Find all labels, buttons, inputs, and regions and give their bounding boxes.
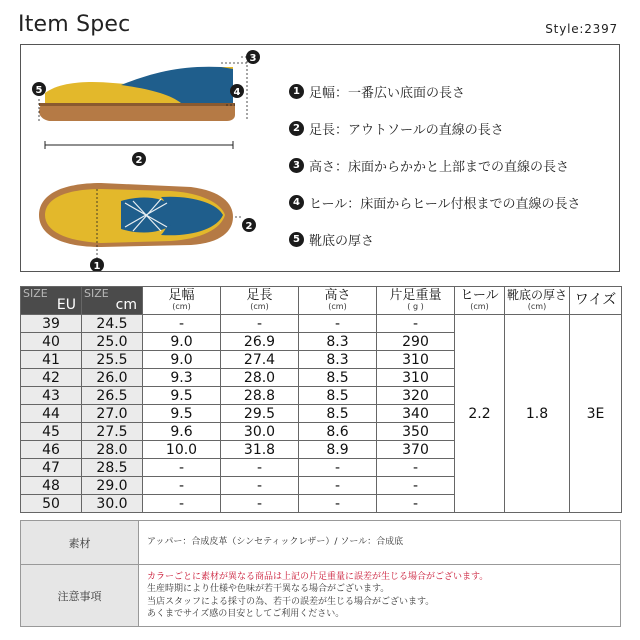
caution-line: 当店スタッフによる採寸の為、若干の誤差が生じる場合がございます。 [147,596,435,607]
cm-size-cell: 26.0 [82,369,143,387]
length-cell: - [221,495,299,513]
length-cell: 29.5 [221,405,299,423]
height-cell: 8.5 [299,387,377,405]
legend-item-height [289,147,619,184]
eu-size-cell: 50 [21,495,82,513]
measurement-diagram [20,44,620,272]
weight-cell: 310 [377,369,455,387]
eu-label: EU [56,297,76,313]
marker-4-label: 4 [233,87,241,98]
marker-4 [230,84,244,98]
length-cell: 27.4 [221,351,299,369]
marker-2-top [242,218,256,232]
height-cell: - [299,459,377,477]
width-cell: - [143,459,221,477]
width-cell: - [143,315,221,333]
caution-row [21,565,621,627]
caution-line: あくまでサイズ感の目安としてご利用ください。 [147,608,345,619]
legend-item-sole [289,221,619,258]
height-cell: 8.3 [299,351,377,369]
weight-cell: - [377,495,455,513]
marker-2-top-label: 2 [245,221,253,232]
cm-size-cell: 26.5 [82,387,143,405]
marker-5-label: 5 [35,85,43,96]
height-cell: - [299,495,377,513]
height-cell: 8.9 [299,441,377,459]
col-header-length: 足長 (cm) [221,287,299,315]
length-cell: 30.0 [221,423,299,441]
col-header-heel: ヒール (cm) [455,287,505,315]
size-label: SIZE [84,287,109,300]
weight-cell: 340 [377,405,455,423]
width-cell: 9.3 [143,369,221,387]
width-cell: 9.0 [143,351,221,369]
marker-2-side [132,152,146,166]
weight-cell: - [377,459,455,477]
caution-line: 生産時期により仕様や色味が若干異なる場合がございます。 [147,584,390,595]
eu-size-header [21,287,82,315]
caution-line-warning: カラーごとに素材が異なる商品は上記の片足重量に誤差が生じる場合がございます。 [147,572,489,583]
length-cell: 26.9 [221,333,299,351]
col-header-height: 高さ (cm) [299,287,377,315]
weight-cell: 350 [377,423,455,441]
heel-value: 2.2 [455,315,505,513]
eu-size-cell: 47 [21,459,82,477]
legend-num: 2 [289,121,304,136]
caution-text [139,565,621,627]
marker-1 [90,258,104,271]
length-cell: 28.8 [221,387,299,405]
sole-value: 1.8 [505,315,570,513]
measurement-legend [289,73,619,258]
width-cell: 9.5 [143,387,221,405]
eu-size-cell: 39 [21,315,82,333]
width-cell: - [143,495,221,513]
height-cell: - [299,477,377,495]
marker-5 [32,82,46,96]
material-label: 素材 [21,521,139,565]
cm-label: cm [115,297,137,313]
length-cell: - [221,477,299,495]
eu-size-cell: 40 [21,333,82,351]
wise-value: 3E [570,315,622,513]
legend-text: 靴底の厚さ [309,234,375,249]
height-cell: 8.5 [299,405,377,423]
eu-size-cell: 41 [21,351,82,369]
table-row [21,315,622,333]
cm-size-cell: 25.5 [82,351,143,369]
width-cell: - [143,477,221,495]
height-cell: 8.6 [299,423,377,441]
eu-size-cell: 46 [21,441,82,459]
style-code: Style:2397 [545,22,618,36]
length-cell: 28.0 [221,369,299,387]
side-view-shoe [39,67,235,121]
height-cell: 8.5 [299,369,377,387]
width-cell: 9.5 [143,405,221,423]
legend-text: 足幅：一番広い底面の長さ [309,86,466,101]
eu-size-cell: 43 [21,387,82,405]
legend-item-width [289,73,619,110]
page-title: Item Spec [18,12,131,37]
legend-text: ヒール：床面からヒール付根までの直線の長さ [309,197,581,212]
weight-cell: - [377,477,455,495]
col-header-width: 足幅 (cm) [143,287,221,315]
shoe-illustration [21,45,291,271]
cm-size-cell: 24.5 [82,315,143,333]
cm-size-cell: 28.0 [82,441,143,459]
col-header-wise: ワイズ [570,287,622,315]
marker-1-label: 1 [93,261,101,271]
legend-text: 足長：アウトソールの直線の長さ [309,123,504,138]
weight-cell: - [377,315,455,333]
marker-2-label: 2 [135,155,143,166]
cm-size-cell: 28.5 [82,459,143,477]
length-cell: - [221,315,299,333]
material-text: アッパー：合成皮革（シンセティックレザー）/ ソール：合成底 [139,521,621,565]
eu-size-cell: 45 [21,423,82,441]
top-view-shoe [39,183,233,247]
legend-text: 高さ：床面からかかと上部までの直線の長さ [309,160,570,175]
legend-item-heel [289,184,619,221]
col-header-sole: 靴底の厚さ (cm) [505,287,570,315]
eu-size-cell: 48 [21,477,82,495]
eu-size-cell: 42 [21,369,82,387]
col-header-weight: 片足重量 ( g ) [377,287,455,315]
width-cell: 9.0 [143,333,221,351]
width-cell: 10.0 [143,441,221,459]
cm-size-cell: 29.0 [82,477,143,495]
cm-size-cell: 27.5 [82,423,143,441]
caution-label: 注意事項 [21,565,139,627]
length-cell: - [221,459,299,477]
cm-size-cell: 25.0 [82,333,143,351]
weight-cell: 290 [377,333,455,351]
legend-num: 3 [289,158,304,173]
weight-cell: 370 [377,441,455,459]
eu-size-cell: 44 [21,405,82,423]
notes-table [20,520,621,627]
height-cell: 8.3 [299,333,377,351]
marker-3 [246,50,260,64]
marker-3-label: 3 [249,53,257,64]
material-row [21,521,621,565]
height-cell: - [299,315,377,333]
legend-num: 1 [289,84,304,99]
length-cell: 31.8 [221,441,299,459]
width-cell: 9.6 [143,423,221,441]
size-label: SIZE [23,287,48,300]
legend-num: 4 [289,195,304,210]
cm-size-cell: 30.0 [82,495,143,513]
weight-cell: 310 [377,351,455,369]
legend-num: 5 [289,232,304,247]
cm-size-cell: 27.0 [82,405,143,423]
size-spec-table [20,286,622,513]
legend-item-length [289,110,619,147]
cm-size-header [82,287,143,315]
weight-cell: 320 [377,387,455,405]
